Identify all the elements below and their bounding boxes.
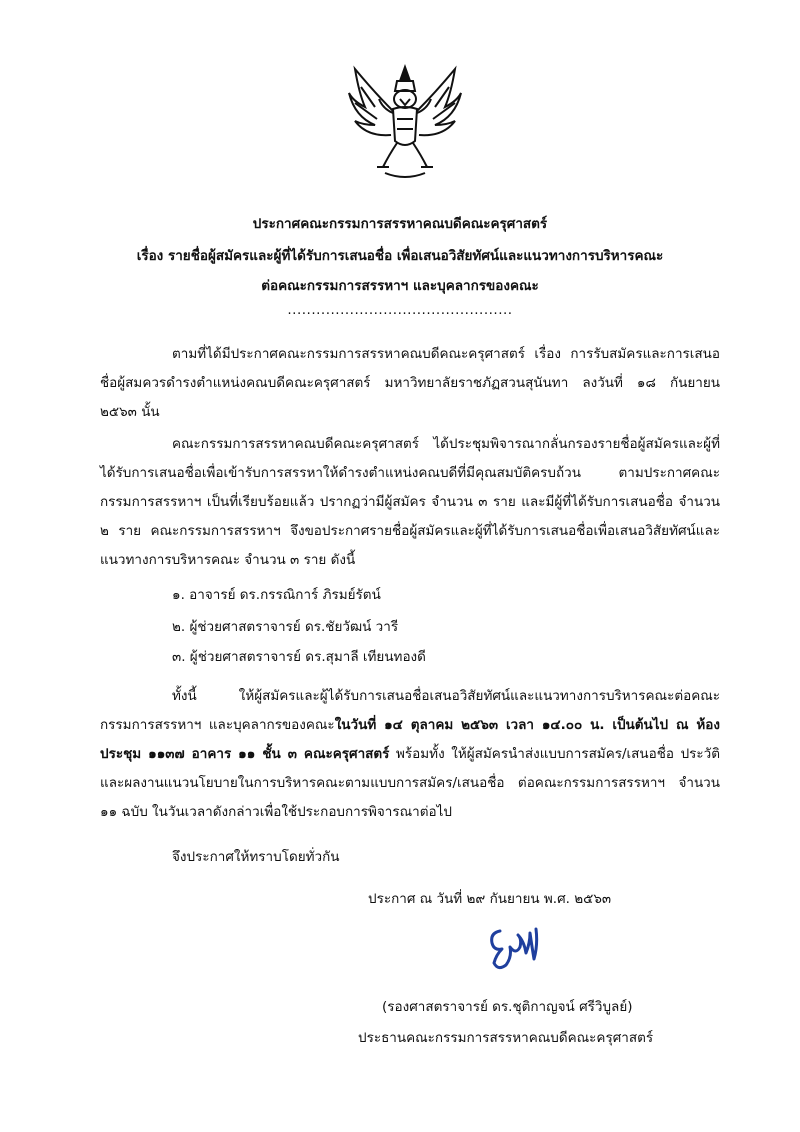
candidate-item-3: ๓. ผู้ช่วยศาสตราจารย์ ดร.สุมาลี เทียนทองดี: [172, 649, 426, 665]
paragraph-reference: ตามที่ได้มีประกาศคณะกรรมการสรรหาคณบดีคณะครุศาสตร์ เรื่อง การรับสมัครและการเสนอชื่อผู้สมควรดำรงตำแหน่งคณบดีคณะครุศาสตร์ มหาวิทยาลัยราชภัฏสวนสุนันทา ลงวันที่ ๑๘ กันยายน ๒๕๖๓ นั้น: [100, 346, 720, 420]
garuda-emblem-icon: [345, 63, 465, 181]
candidate-item-1: ๑. อาจารย์ ดร.กรรณิการ์ ภิรมย์รัตน์: [172, 587, 381, 603]
subject-line-1: เรื่อง รายชื่อผู้สมัครและผู้ที่ได้รับการเสนอชื่อ เพื่อเสนอวิสัยทัศน์และแนวทางการบริหารคณะ: [136, 248, 664, 264]
announcement-date: ประกาศ ณ วันที่ ๒๙ กันยายน พ.ศ. ๒๕๖๓: [368, 891, 612, 907]
signatory-position: ประธานคณะกรรมการสรรหาคณบดีคณะครุศาสตร์: [358, 1030, 654, 1046]
schedule-datetime-venue: ในวันที่ ๑๔ ตุลาคม ๒๕๖๓ เวลา ๑๔.๐๐ น. เป็นต้นไป ณ ห้องประชุม ๑๑๓๗ อาคาร ๑๑ ชั้น ๓ คณะครุศาสตร์: [100, 717, 720, 762]
separator-line: ...............................................: [287, 302, 513, 318]
announcement-title: ประกาศคณะกรรมการสรรหาคณบดีคณะครุศาสตร์: [252, 216, 548, 232]
paragraph-screening-result: คณะกรรมการสรรหาคณบดีคณะครุศาสตร์ ได้ประชุมพิจารณากลั่นกรองรายชื่อผู้สมัครและผู้ที่ได้รับการเสนอชื่อเพื่อเข้ารับการสรรหาให้ดำรงตำแหน่งคณบดีที่มีคุณสมบัติครบถ้วน ตามประกาศคณะกรรมการสรรหาฯ เป็นที่เรียบร้อยแล้ว ปรากฏว่ามีผู้สมัคร จำนวน ๓ ราย และมีผู้ที่ได้รับการเสนอชื่อ จำนวน ๒ ราย คณะกรรมการสรรหาฯ จึงขอประกาศรายชื่อผู้สมัครและผู้ที่ได้รับการเสนอชื่อเพื่อเสนอวิสัยทัศน์และแนวทางการบริหารคณะ จำนวน ๓ ราย ดังนี้: [100, 436, 720, 568]
subject-line-2: ต่อคณะกรรมการสรรหาฯ และบุคลากรของคณะ: [261, 278, 539, 294]
schedule-requirements-text: พร้อมทั้ง ให้ผู้สมัครนำส่งแบบการสมัคร/เสนอชื่อ ประวัติ และผลงานแนวนโยบายในการบริหารคณะตามแบบการสมัคร/เสนอชื่อ ต่อคณะกรรมการสรรหาฯ จำนวน ๑๑ ฉบับ ในวันเวลาดังกล่าวเพื่อใช้ประกอบการพิจารณาต่อไป: [100, 746, 720, 820]
schedule-intro-text: ทั้งนี้ ให้ผู้สมัครและผู้ได้รับการเสนอชื่อเสนอวิสัยทัศน์และแนวทางการบริหารคณะต่อคณะกรรมการสรรหาฯ และบุคลากรของคณะ: [100, 688, 720, 733]
candidate-item-2: ๒. ผู้ช่วยศาสตราจารย์ ดร.ชัยวัฒน์ วารี: [172, 619, 399, 635]
signature-icon: [486, 925, 542, 973]
closing-statement: จึงประกาศให้ทราบโดยทั่วกัน: [172, 849, 340, 865]
signatory-name: (รองศาสตราจารย์ ดร.ชุติกาญจน์ ศรีวิบูลย์): [382, 999, 633, 1015]
paragraph-presentation-schedule: [100, 682, 720, 827]
